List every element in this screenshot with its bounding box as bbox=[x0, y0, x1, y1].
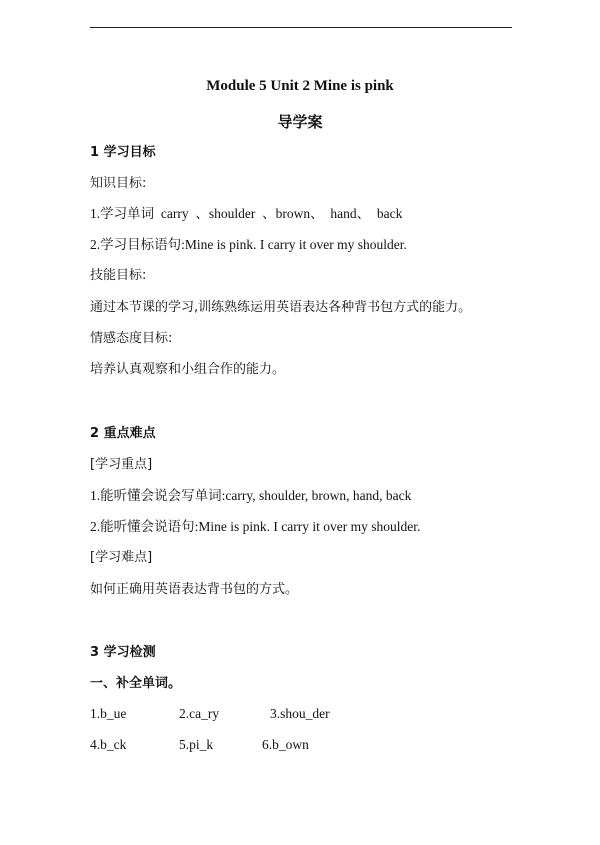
key-label: [学习重点] bbox=[90, 457, 153, 472]
knowledge-item-1: 1.学习单词 carry 、shoulder 、brown、 hand、 back bbox=[90, 206, 403, 221]
word-item: 3.shou_der bbox=[270, 706, 330, 721]
word-item: 4.b_ck bbox=[90, 737, 127, 752]
exercise-title: 一、补全单词。 bbox=[90, 676, 182, 691]
section3-heading: 3 学习检测 bbox=[90, 645, 156, 660]
skill-label: 技能目标: bbox=[90, 268, 147, 283]
knowledge-item-2: 2.学习目标语句:Mine is pink. I carry it over my shoulder. bbox=[90, 237, 407, 252]
key-item-2: 2.能听懂会说语句:Mine is pink. I carry it over my shoulder. bbox=[90, 519, 421, 534]
skill-text: 通过本节课的学习,训练熟练运用英语表达各种背书包方式的能力。 bbox=[90, 300, 472, 315]
key-item-1: 1.能听懂会说会写单词:carry, shoulder, brown, hand, back bbox=[90, 488, 412, 503]
word-item: 6.b_own bbox=[262, 737, 309, 752]
section2-heading: 2 重点难点 bbox=[90, 426, 156, 441]
page-subtitle: 导学案 bbox=[277, 113, 323, 131]
difficulty-text: 如何正确用英语表达背书包的方式。 bbox=[90, 582, 299, 597]
header-rule bbox=[90, 27, 512, 28]
page-title: Module 5 Unit 2 Mine is pink bbox=[206, 78, 394, 94]
emotion-label: 情感态度目标: bbox=[90, 331, 173, 346]
word-item: 2.ca_ry bbox=[179, 706, 220, 721]
word-item: 5.pi_k bbox=[179, 737, 214, 752]
word-item: 1.b_ue bbox=[90, 706, 127, 721]
emotion-text: 培养认真观察和小组合作的能力。 bbox=[90, 362, 286, 377]
knowledge-label: 知识目标: bbox=[90, 176, 147, 191]
section1-heading: 1 学习目标 bbox=[90, 145, 156, 160]
difficulty-label: [学习难点] bbox=[90, 550, 153, 565]
